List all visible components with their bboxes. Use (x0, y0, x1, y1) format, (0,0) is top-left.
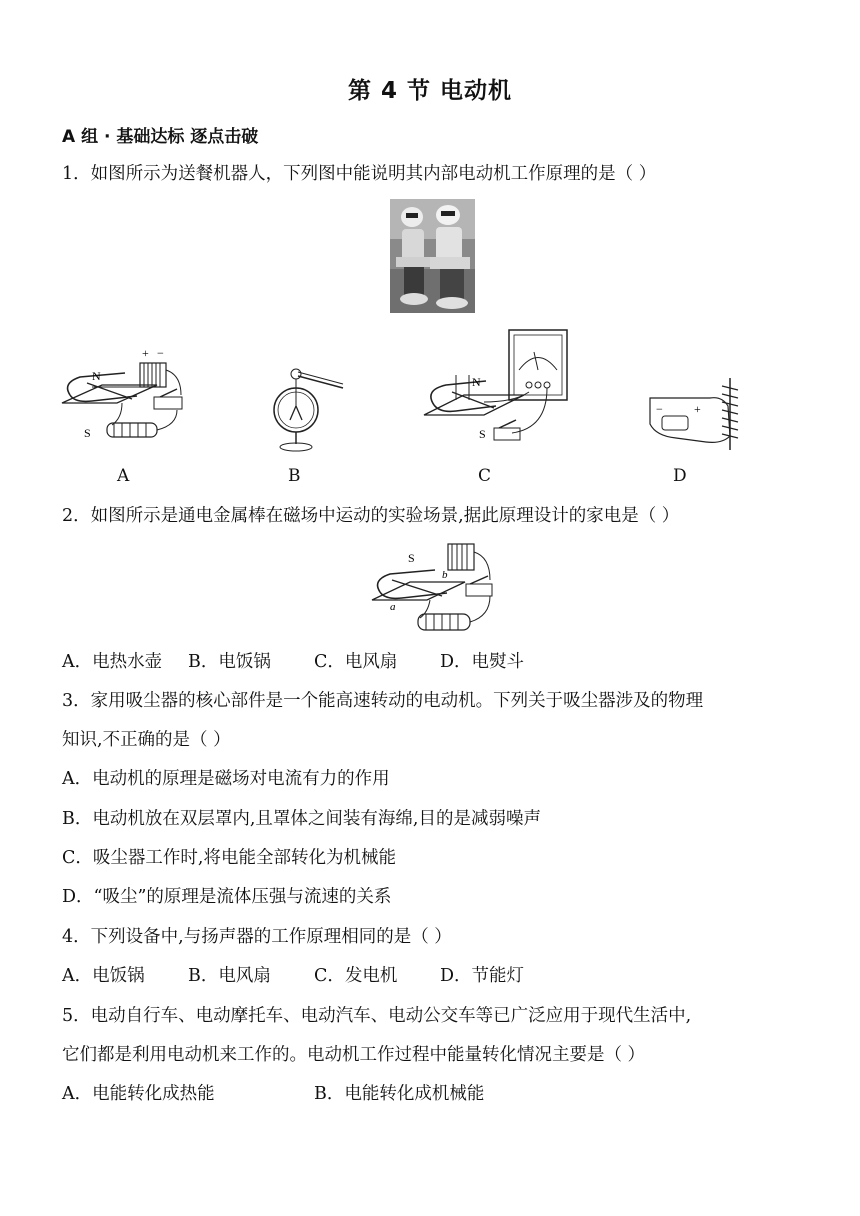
figure-c-s-label: S (479, 427, 486, 441)
figure-a-letter: A (117, 466, 130, 486)
figure-a-plus-label: + (142, 346, 149, 360)
q3-text-line1: 3．家用吸尘器的核心部件是一个能高速转动的电动机。下列关于吸尘器涉及的物理 (62, 691, 704, 711)
q2-option-d: D．电熨斗 (440, 652, 525, 672)
q4-option-b: B．电风扇 (188, 966, 271, 986)
figure-a-minus-label: − (157, 346, 164, 360)
figure-d-minus-label: − (656, 402, 663, 416)
robot-photo (390, 199, 475, 313)
q5-text-line2: 它们都是利用电动机来工作的。电动机工作过程中能量转化情况主要是（ ） (62, 1045, 646, 1065)
q4-text: 4．下列设备中,与扬声器的工作原理相同的是（ ） (62, 927, 452, 947)
q2-figure-a-label: a (390, 601, 396, 613)
q2-figure-conductor-in-field (370, 540, 498, 638)
q4-option-a: A．电饭锅 (62, 966, 145, 986)
q5-option-a: A．电能转化成热能 (62, 1084, 215, 1104)
figure-d-electromagnet (650, 378, 760, 456)
q4-option-c: C．发电机 (314, 966, 398, 986)
group-heading: A 组 · 基础达标 逐点击破 (62, 127, 259, 147)
figure-d-plus-label: + (694, 402, 701, 416)
q2-option-c: C．电风扇 (314, 652, 398, 672)
figure-d-letter: D (673, 466, 687, 486)
q3-option-a: A．电动机的原理是磁场对电流有力的作用 (62, 769, 390, 789)
q2-text: 2．如图所示是通电金属棒在磁场中运动的实验场景,据此原理设计的家电是（ ） (62, 506, 680, 526)
figure-a-s-label: S (84, 426, 91, 440)
q1-text: 1．如图所示为送餐机器人，下列图中能说明其内部电动机工作原理的是（ ） (62, 164, 657, 184)
figure-b-letter: B (288, 466, 301, 486)
figure-b-electroscope (268, 362, 348, 454)
q5-text-line1: 5．电动自行车、电动摩托车、电动汽车、电动公交车等已广泛应用于现代生活中, (62, 1006, 692, 1026)
q3-option-b: B．电动机放在双层罩内,且罩体之间装有海绵,目的是减弱噪声 (62, 809, 541, 829)
q3-option-d: D．“吸尘”的原理是流体压强与流速的关系 (62, 887, 392, 907)
q5-option-b: B．电能转化成机械能 (314, 1084, 485, 1104)
q2-figure-s-label: S (408, 551, 415, 565)
q2-figure-b-label: b (442, 569, 448, 581)
figure-a-n-label: N (92, 369, 101, 383)
q2-option-b: B．电饭锅 (188, 652, 271, 672)
q3-text-line2: 知识,不正确的是（ ） (62, 730, 231, 750)
figure-a-motor-apparatus (62, 345, 197, 460)
page-title: 第 4 节 电动机 (347, 78, 513, 104)
figure-c-generator-apparatus (424, 330, 574, 455)
q4-option-d: D．节能灯 (440, 966, 525, 986)
q3-option-c: C．吸尘器工作时,将电能全部转化为机械能 (62, 848, 396, 868)
figure-c-n-label: N (472, 375, 481, 389)
q2-option-a: A．电热水壶 (62, 652, 163, 672)
figure-c-letter: C (478, 466, 492, 486)
